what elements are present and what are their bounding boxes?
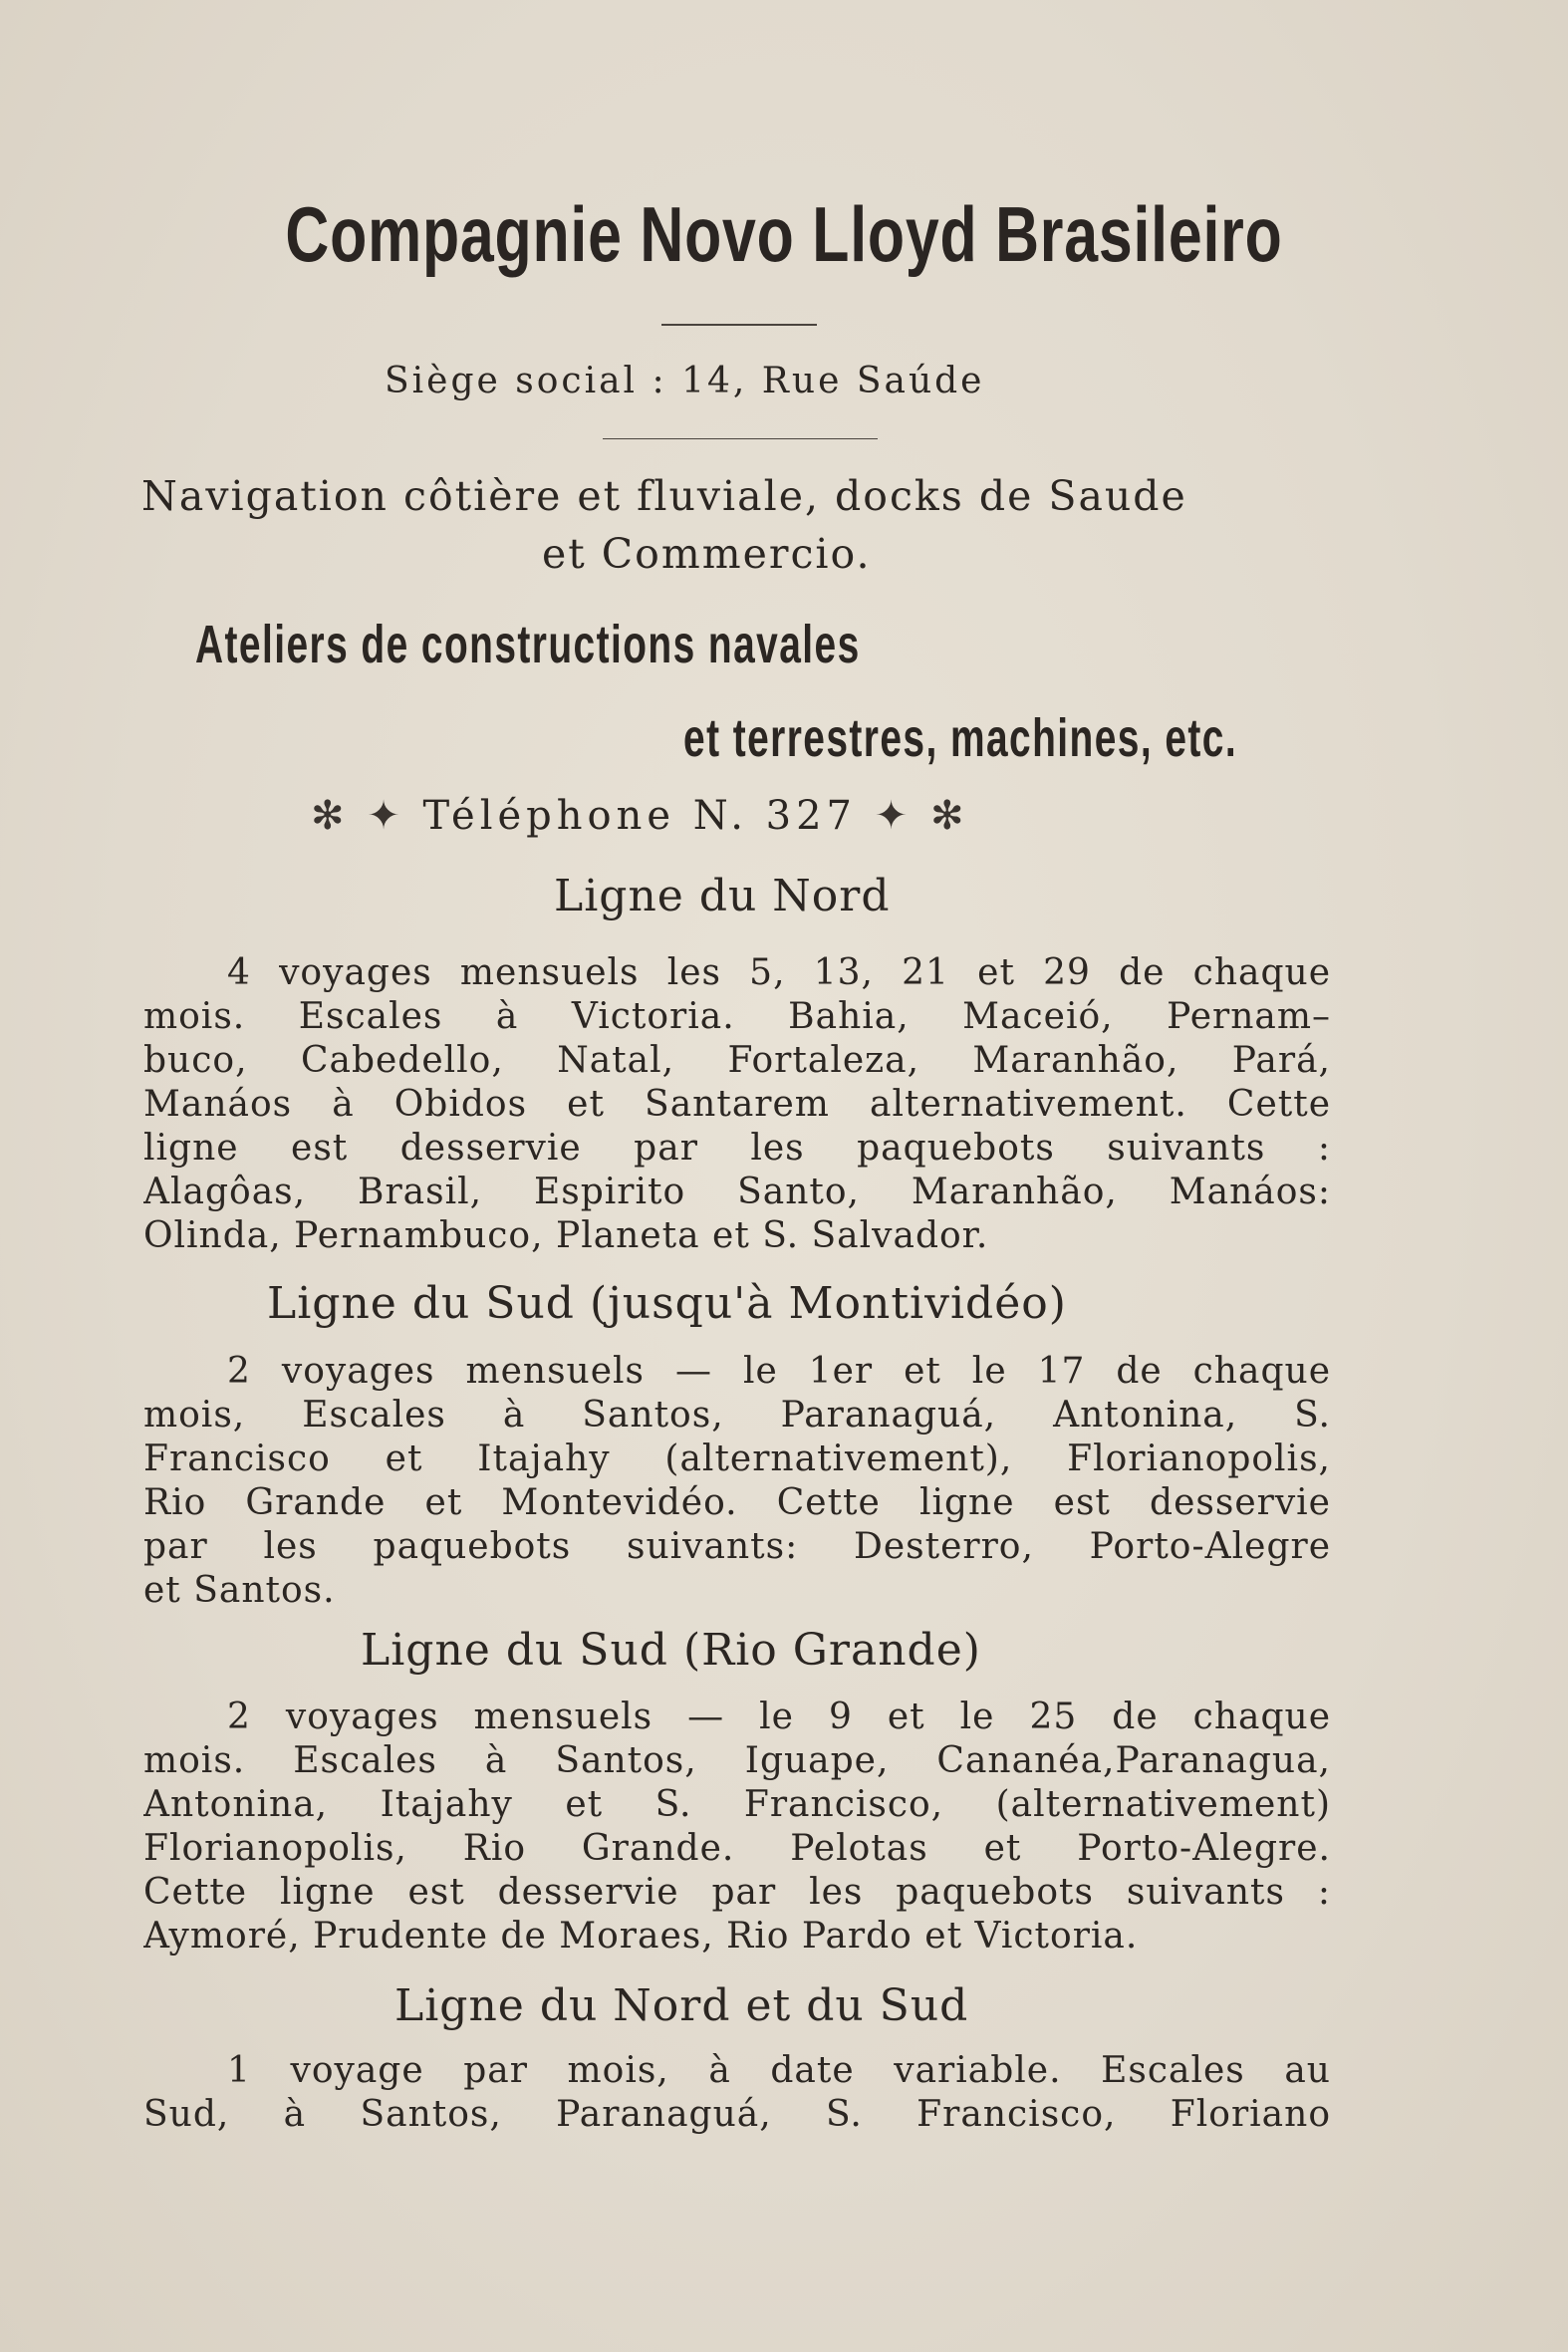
navigation-line-1: Navigation côtière et fluviale, docks de Saude (141, 472, 1187, 520)
text-line: 2 voyages mensuels — le 9 et le 25 de chaque (227, 1697, 1331, 1737)
asterisk-icon: ✻ (929, 793, 969, 839)
section-heading-nord-et-sud: Ligne du Nord et du Sud (394, 1980, 969, 2031)
small-star-icon: ✦ (367, 793, 405, 839)
text-line: 1 voyage par mois, à date variable. Escales au (227, 2050, 1331, 2091)
section-body-nord-et-sud (143, 2049, 1331, 2137)
telephone-text: Téléphone N. 327 (422, 793, 857, 839)
section-heading-sud-montevideo: Ligne du Sud (jusqu'à Montividéo) (267, 1278, 1067, 1329)
title-rule (661, 324, 817, 326)
section-heading-nord: Ligne du Nord (554, 871, 891, 921)
text-line: ligne est desservie par les paquebots suivants : (143, 1128, 1331, 1169)
section-body-sud-rio-grande (143, 1696, 1331, 1959)
text-line: Alagôas, Brasil, Espirito Santo, Maranhão, Manáos: (143, 1172, 1331, 1212)
section-body-sud-montevideo (143, 1350, 1331, 1613)
text-line: mois. Escales à Santos, Iguape, Cananéa,Paranagua, (143, 1740, 1331, 1781)
text-line: Florianopolis, Rio Grande. Pelotas et Porto-Alegre. (143, 1828, 1331, 1869)
ateliers-line-1: Ateliers de constructions navales (195, 615, 861, 674)
text-line: par les paquebots suivants: Desterro, Porto-Alegre (143, 1526, 1331, 1567)
text-line: Sud, à Santos, Paranaguá, S. Francisco, Floriano (143, 2094, 1331, 2135)
siege-rule (603, 438, 878, 439)
text-line: 4 voyages mensuels les 5, 13, 21 et 29 de chaque (227, 952, 1331, 993)
small-star-icon: ✦ (874, 793, 914, 839)
ateliers-line-2: et terrestres, machines, etc. (683, 708, 1238, 768)
text-line: 2 voyages mensuels — le 1er et le 17 de chaque (227, 1351, 1331, 1392)
text-line: Francisco et Itajahy (alternativement), Florianopolis, (143, 1438, 1331, 1479)
text-line: Aymoré, Prudente de Moraes, Rio Pardo et Victoria. (143, 1916, 1139, 1957)
siege-social: Siège social : 14, Rue Saúde (385, 361, 985, 401)
text-line: Antonina, Itajahy et S. Francisco, (alternativement) (143, 1784, 1331, 1825)
page-title: Compagnie Novo Lloyd Brasileiro (285, 190, 1283, 278)
text-line: et Santos. (143, 1570, 336, 1611)
text-line: Cette ligne est desservie par les paquebots suivants : (143, 1872, 1331, 1913)
text-line: Olinda, Pernambuco, Planeta et S. Salvador. (143, 1215, 989, 1256)
text-line: buco, Cabedello, Natal, Fortaleza, Maranhão, Pará, (143, 1040, 1331, 1081)
section-heading-sud-rio-grande: Ligne du Sud (Rio Grande) (361, 1625, 981, 1676)
text-line: Manáos à Obidos et Santarem alternativement. Cette (143, 1084, 1331, 1125)
asterisk-icon: ✻ (311, 793, 350, 839)
section-body-nord (143, 951, 1331, 1258)
text-line: mois. Escales à Victoria. Bahia, Maceió, Pernam– (143, 996, 1331, 1037)
text-line: Rio Grande et Montevidéo. Cette ligne est desservie (143, 1482, 1331, 1523)
text-line: mois, Escales à Santos, Paranaguá, Antonina, S. (143, 1395, 1331, 1436)
navigation-line-2: et Commercio. (542, 530, 872, 578)
telephone-line (311, 793, 968, 839)
